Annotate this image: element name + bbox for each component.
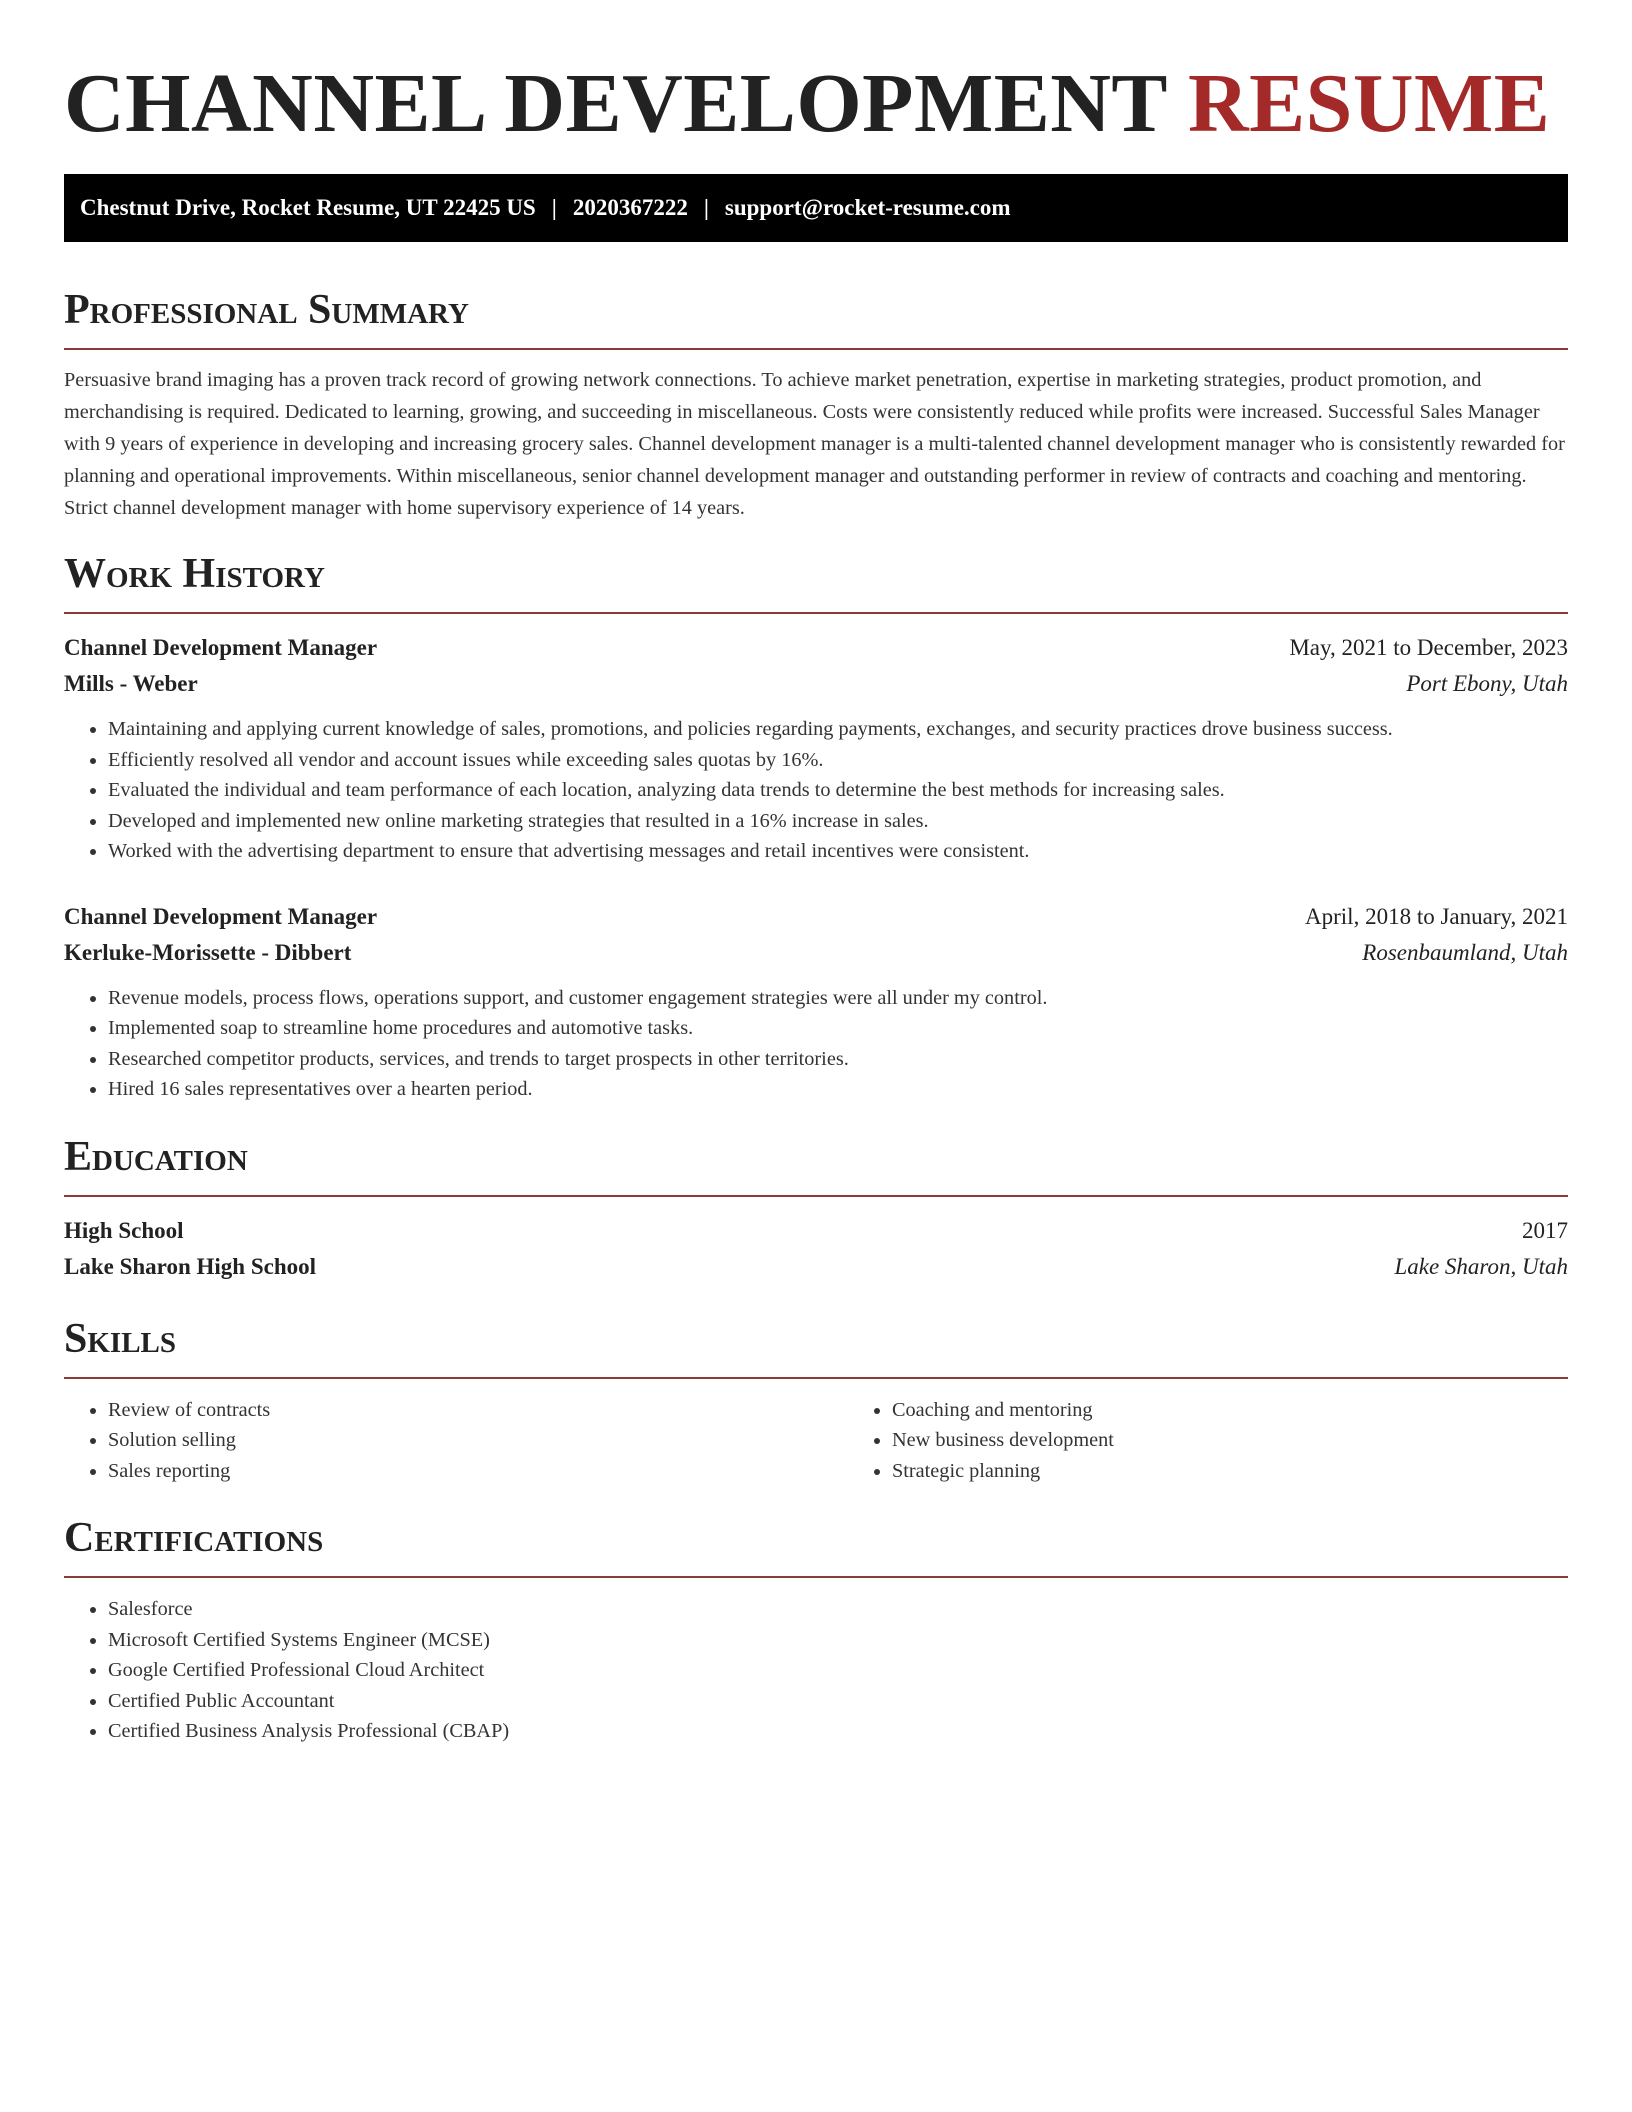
job-company: Kerluke-Morissette - Dibbert: [64, 939, 352, 965]
skills-column-right: [848, 1395, 1632, 1487]
job-bullet: • Developed and implemented new online marketing strategies that resulted in a 16% increase in sales.: [108, 806, 1568, 837]
job-bullets: [64, 714, 1568, 867]
certification-item: • Google Certified Professional Cloud Architect: [108, 1655, 1568, 1686]
section-heading-summary: Professional Summary: [64, 284, 1568, 350]
resume-page: [64, 0, 1568, 1747]
job-company: Mills - Weber: [64, 671, 198, 696]
section-heading-skills: Skills: [64, 1313, 1568, 1379]
job-location: Rosenbaumland, Utah: [1362, 939, 1568, 965]
job-bullet: • Evaluated the individual and team performance of each location, analyzing data trends to determine the best methods for increasing sales.: [108, 775, 1568, 806]
job-location: Port Ebony, Utah: [1406, 671, 1568, 696]
education-degree: High School: [64, 1217, 184, 1243]
contact-bar: [64, 174, 1568, 242]
job-dates: April, 2018 to January, 2021: [1305, 903, 1568, 929]
job-title: Channel Development Manager: [64, 903, 378, 929]
job-bullet: • Researched competitor products, services, and trends to target prospects in other territories.: [108, 1044, 1568, 1075]
certification-item: • Certified Business Analysis Professional (CBAP): [108, 1716, 1568, 1747]
certification-item: • Salesforce: [108, 1594, 1568, 1625]
job-bullets: [64, 983, 1568, 1105]
job-header-row: [64, 630, 1568, 666]
job-bullet: • Hired 16 sales representatives over a hearten period.: [108, 1074, 1568, 1105]
skill-item: • New business development: [892, 1425, 1632, 1456]
resume-title: [64, 0, 1568, 150]
section-heading-work-history: Work History: [64, 548, 1568, 614]
certification-item: • Certified Public Accountant: [108, 1686, 1568, 1717]
skill-item: • Strategic planning: [892, 1456, 1632, 1487]
education-school-row: [64, 1249, 1568, 1285]
skill-item: • Solution selling: [108, 1425, 848, 1456]
summary-text: Persuasive brand imaging has a proven track record of growing network connections. To achieve market penetration, expertise in marketing strategies, product promotion, and merchandising is required. Dedicated to learning, growing, and succeeding in miscellaneous. Costs were consistently reduced while profits were increased. Successful Sales Manager with 9 years of experience in developing and increasing grocery sales. Channel development manager is a multi-talented channel development manager who is consistently rewarded for planning and operational improvements. Within miscellaneous, senior channel development manager and outstanding performer in review of contracts and coaching and mentoring. Strict channel development manager with home supervisory experience of 14 years.: [64, 369, 1565, 519]
contact-separator: |: [551, 195, 557, 220]
skills-grid: [64, 1395, 1568, 1487]
contact-address: Chestnut Drive, Rocket Resume, UT 22425 US: [80, 195, 536, 220]
section-heading-certifications: Certifications: [64, 1512, 1568, 1578]
job-dates: May, 2021 to December, 2023: [1289, 635, 1568, 660]
title-main: CHANNEL DEVELOPMENT: [64, 57, 1167, 150]
job-bullet: • Maintaining and applying current knowledge of sales, promotions, and policies regarding payments, exchanges, and security practices drove business success.: [108, 714, 1568, 745]
education-year: 2017: [1522, 1217, 1568, 1243]
education-header-row: [64, 1213, 1568, 1249]
job-bullet: • Worked with the advertising department to ensure that advertising messages and retail incentives were consistent.: [108, 836, 1568, 867]
contact-email: support@rocket-resume.com: [724, 195, 1011, 220]
education-school: Lake Sharon High School: [64, 1253, 317, 1279]
skills-column-left: [64, 1395, 848, 1487]
job-bullet: • Efficiently resolved all vendor and account issues while exceeding sales quotas by 16%.: [108, 745, 1568, 776]
contact-separator: |: [703, 195, 709, 220]
job-entry: [64, 630, 1568, 867]
title-accent: RESUME: [1187, 57, 1551, 150]
education-location: Lake Sharon, Utah: [1394, 1253, 1568, 1279]
section-heading-education: Education: [64, 1131, 1568, 1197]
education-entry: [64, 1213, 1568, 1285]
job-company-row: [64, 935, 1568, 971]
skill-item: • Coaching and mentoring: [892, 1395, 1632, 1426]
skill-item: • Sales reporting: [108, 1456, 848, 1487]
job-company-row: [64, 666, 1568, 702]
job-entry: [64, 899, 1568, 1105]
skill-item: • Review of contracts: [108, 1395, 848, 1426]
job-bullet: • Implemented soap to streamline home procedures and automotive tasks.: [108, 1013, 1568, 1044]
certifications-list: [64, 1594, 1568, 1747]
job-title: Channel Development Manager: [64, 635, 378, 660]
contact-phone: 2020367222: [572, 195, 688, 220]
job-header-row: [64, 899, 1568, 935]
job-bullet: • Revenue models, process flows, operations support, and customer engagement strategies were all under my control.: [108, 983, 1568, 1014]
certification-item: • Microsoft Certified Systems Engineer (MCSE): [108, 1625, 1568, 1656]
